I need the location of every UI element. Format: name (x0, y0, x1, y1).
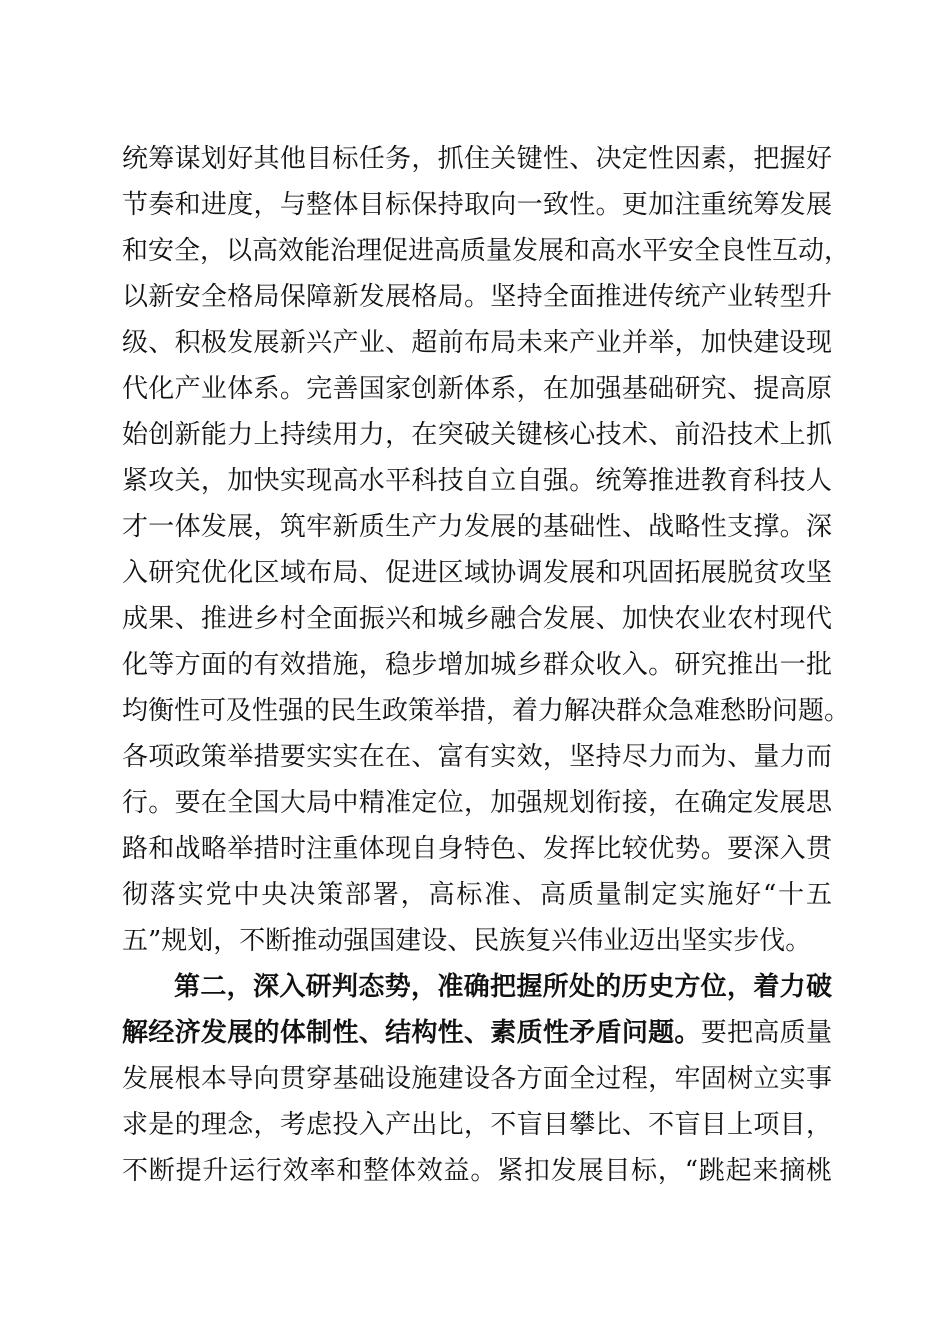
text-line: 以新安全格局保障新发展格局。坚持全面推进传统产业转型升 (122, 282, 832, 312)
text-line: 发展根本导向贯穿基础设施建设各方面全过程，牢固树立实事 (122, 1064, 832, 1094)
text-line: 入研究优化区域布局、促进区域协调发展和巩固拓展脱贫攻坚 (122, 558, 832, 588)
text-segment: 要把高质量 (700, 1018, 832, 1048)
text-line: 行。要在全国大局中精准定位，加强规划衔接，在确定发展思 (122, 788, 832, 818)
text-line (122, 1010, 832, 1056)
paragraph-1 (122, 136, 851, 964)
text-line: 级、积极发展新兴产业、超前布局未来产业并举，加快建设现 (122, 328, 832, 358)
text-line: 五”规划，不断推动强国建设、民族复兴伟业迈出坚实步伐。 (122, 926, 812, 956)
text-line: 始创新能力上持续用力，在突破关键核心技术、前沿技术上抓 (122, 420, 832, 450)
bold-heading-line: 第二，深入研判态势，准确把握所处的历史方位，着力破 (174, 972, 832, 1002)
text-line: 化等方面的有效措施，稳步增加城乡群众收入。研究推出一批 (122, 650, 832, 680)
text-line: 代化产业体系。完善国家创新体系，在加强基础研究、提高原 (122, 374, 832, 404)
text-line: 路和战略举措时注重体现自身特色、发挥比较优势。要深入贯 (122, 834, 832, 864)
text-line: 均衡性可及性强的民生政策举措，着力解决群众急难愁盼问题。 (122, 696, 851, 726)
text-line: 和安全，以高效能治理促进高质量发展和高水平安全良性互动， (122, 236, 851, 266)
text-line: 节奏和进度，与整体目标保持取向一致性。更加注重统筹发展 (122, 190, 832, 220)
text-line: 成果、推进乡村全面振兴和城乡融合发展、加快农业农村现代 (122, 604, 832, 634)
text-line: 不断提升运行效率和整体效益。紧扣发展目标，“跳起来摘桃 (122, 1156, 832, 1186)
body-text (122, 136, 851, 1194)
text-line: 紧攻关，加快实现高水平科技自立自强。统筹推进教育科技人 (122, 466, 832, 496)
paragraph-2 (122, 964, 832, 1194)
bold-heading-text: 解经济发展的体制性、结构性、素质性矛盾问题。 (122, 1018, 701, 1048)
text-line: 彻落实党中央决策部署，高标准、高质量制定实施好“十五 (122, 880, 832, 910)
text-line: 求是的理念，考虑投入产出比，不盲目攀比、不盲目上项目， (122, 1110, 832, 1140)
text-line: 统筹谋划好其他目标任务，抓住关键性、决定性因素，把握好 (122, 144, 832, 174)
text-line: 才一体发展，筑牢新质生产力发展的基础性、战略性支撑。深 (122, 512, 832, 542)
text-line: 各项政策举措要实实在在、富有实效，坚持尽力而为、量力而 (122, 742, 832, 772)
